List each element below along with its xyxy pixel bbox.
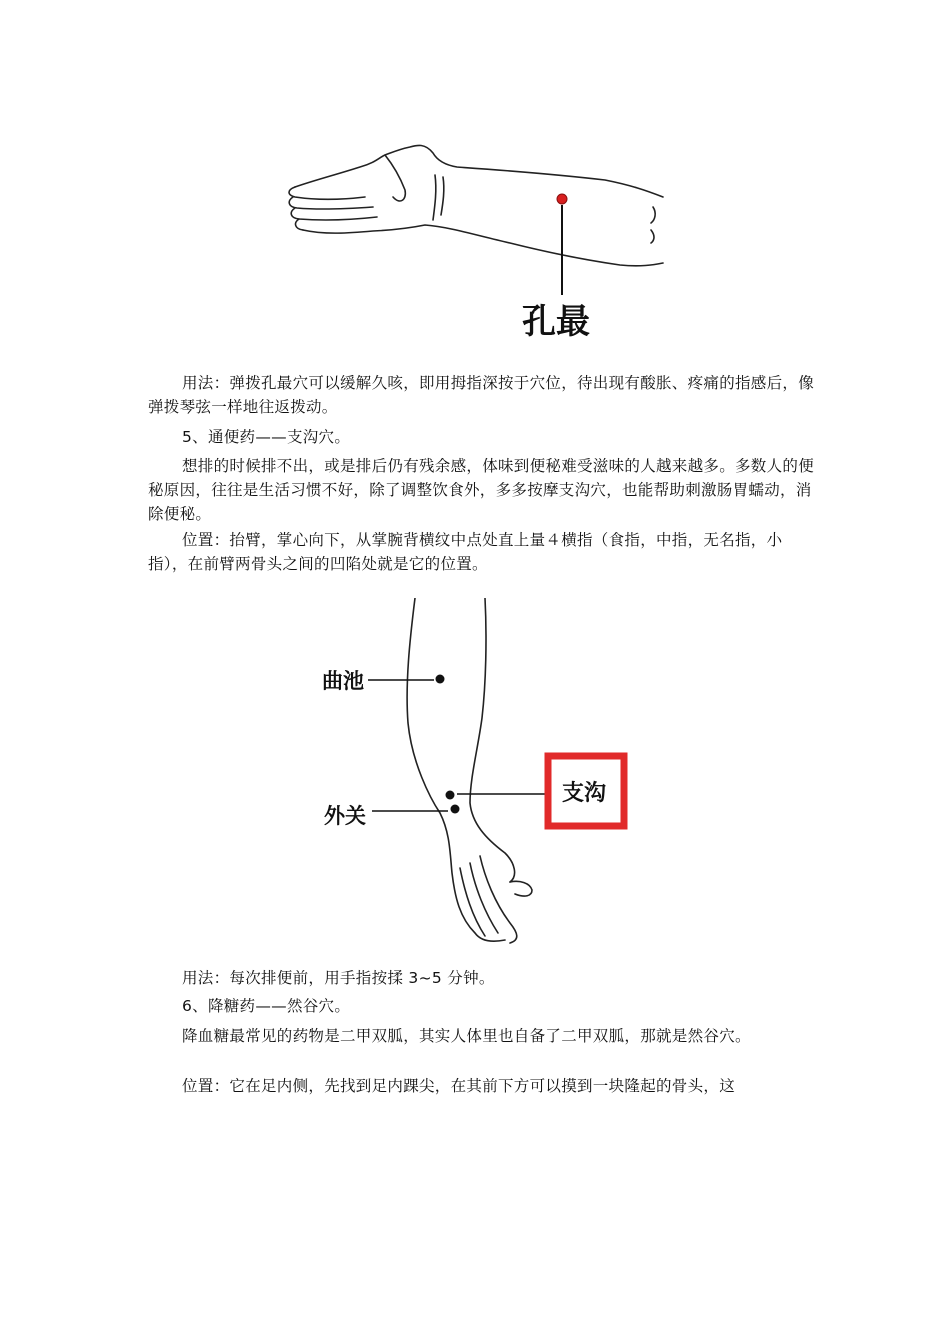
paragraph-location-zhigou: 位置：抬臂，掌心向下，从掌腕背横纹中点处直上量４横指（食指，中指，无名指，小指），在前臂两骨头之间的凹陷处就是它的位置。	[148, 531, 783, 573]
waiguan-point	[451, 805, 460, 814]
quchi-point	[436, 675, 445, 684]
kongzui-illustration	[285, 135, 665, 350]
paragraph-usage-kongzui: 用法：弹拨孔最穴可以缓解久咳，即用拇指深按于穴位，待出现有酸胀、疼痛的指感后，像弹拨琴弦一样地往返拨动。	[148, 374, 815, 416]
zhigou-label: 支沟	[562, 781, 607, 806]
zhigou-point	[446, 791, 455, 800]
kongzui-point	[557, 194, 567, 204]
paragraph-constipation: 想排的时候排不出，或是排后仍有残余感，体味到便秘难受滋味的人越来越多。多数人的便秘原因，往往是生活习惯不好，除了调整饮食外，多多按摩支沟穴，也能帮助刺激肠胃蠕动，消除便秘。	[148, 457, 815, 523]
waiguan-label: 外关	[324, 804, 366, 828]
kongzui-label: 孔最	[522, 302, 590, 342]
paragraph-diabetes: 降血糖最常见的药物是二甲双胍，其实人体里也自备了二甲双胍，那就是然谷穴。	[182, 1027, 751, 1045]
quchi-label: 曲池	[322, 669, 364, 693]
section-heading-zhigou: 5、通便药——支沟穴。	[182, 428, 351, 446]
paragraph-usage-zhigou: 用法：每次排便前，用手指按揉 3~5 分钟。	[182, 969, 495, 987]
zhigou-illustration	[310, 598, 640, 953]
paragraph-location-rangu: 位置：它在足内侧，先找到足内踝尖，在其前下方可以摸到一块隆起的骨头，这	[182, 1077, 736, 1095]
section-heading-rangu: 6、降糖药——然谷穴。	[182, 997, 351, 1015]
